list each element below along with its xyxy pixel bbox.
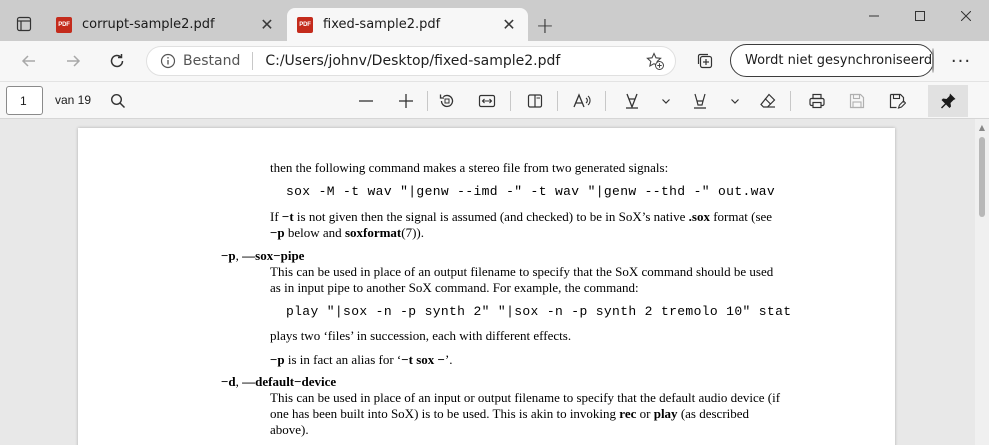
save-button[interactable] (843, 87, 871, 115)
toolbar-divider (427, 91, 428, 111)
refresh-icon (108, 52, 126, 70)
code-example: play "|sox -n -p synth 2" "|sox -n -p synth 2 tremolo 10" stat (286, 304, 792, 319)
printer-icon (808, 92, 826, 110)
rotate-button[interactable] (433, 87, 461, 115)
page-number-input[interactable]: 1 (6, 86, 43, 115)
vertical-scrollbar[interactable] (975, 119, 989, 445)
draw-button[interactable] (618, 87, 646, 115)
save-as-icon (888, 92, 906, 110)
fit-width-icon (478, 92, 496, 110)
arrow-left-icon (20, 52, 38, 70)
info-icon[interactable] (159, 52, 177, 70)
avatar (932, 48, 934, 73)
scroll-up-arrow-icon[interactable]: ▲ (978, 122, 986, 132)
forward-button[interactable] (58, 47, 88, 75)
address-divider (252, 52, 253, 70)
page-count-label: van 19 (55, 93, 92, 107)
add-favorite-icon[interactable] (643, 49, 667, 73)
page-view-button[interactable] (521, 87, 549, 115)
tab-corrupt-sample2[interactable] (46, 8, 286, 41)
option-heading-sox-pipe: −p, —sox−pipe (221, 248, 305, 263)
doc-line: one has been built into SoX) is to be used. This is akin to invoking rec or play (as described (270, 406, 750, 421)
tab-fixed-sample2[interactable] (287, 8, 528, 41)
zoom-out-button[interactable] (352, 87, 380, 115)
doc-line: as in input pipe to another SoX command. For example, the command: (270, 280, 639, 295)
navigation-bar (0, 41, 989, 81)
tab-actions-button[interactable] (10, 10, 38, 38)
highlight-options-dropdown[interactable] (721, 87, 749, 115)
collections-icon (696, 52, 714, 70)
minimize-button[interactable] (851, 0, 897, 32)
page-view-icon (526, 92, 544, 110)
url-text[interactable]: C:/Users/johnv/Desktop/fixed-sample2.pdf (265, 53, 561, 69)
sync-status-label: Wordt niet gesynchroniseerd (745, 53, 933, 68)
pdf-file-icon: PDF (297, 17, 313, 33)
find-button[interactable] (104, 87, 132, 115)
pin-toolbar-button[interactable] (928, 85, 968, 117)
close-icon (961, 11, 971, 21)
doc-line: then the following command makes a stereo file from two generated signals: (270, 160, 669, 175)
fit-to-page-button[interactable] (473, 87, 501, 115)
doc-line: This can be used in place of an input or output filename to specify that the default audio device (if (270, 390, 781, 405)
pin-icon (939, 92, 957, 110)
new-tab-button[interactable]: + (535, 13, 555, 39)
tab-actions-icon (16, 16, 32, 32)
minus-icon (358, 93, 374, 109)
close-window-button[interactable] (943, 0, 989, 32)
read-aloud-icon (572, 92, 592, 110)
toolbar-divider (790, 91, 791, 111)
plus-icon (398, 93, 414, 109)
doc-line: −p is in fact an alias for ‘−t sox −’. (270, 352, 453, 367)
chevron-down-icon (730, 96, 740, 106)
pen-icon (623, 92, 641, 110)
zoom-in-button[interactable] (392, 87, 420, 115)
doc-line: This can be used in place of an output filename to specify that the SoX command should be used (270, 264, 774, 279)
tab-title: corrupt-sample2.pdf (82, 17, 215, 32)
pdf-viewer[interactable] (0, 119, 989, 445)
refresh-button[interactable] (102, 47, 132, 75)
close-tab-icon[interactable]: ✕ (260, 15, 274, 34)
site-info-label[interactable]: Bestand (183, 53, 241, 69)
settings-more-button[interactable] (946, 47, 976, 75)
close-tab-icon[interactable]: ✕ (502, 15, 516, 34)
tab-title: fixed-sample2.pdf (323, 17, 441, 32)
scrollbar-thumb[interactable] (979, 137, 985, 217)
collections-button[interactable] (690, 47, 720, 75)
highlight-button[interactable] (686, 87, 714, 115)
pdf-toolbar (0, 81, 989, 119)
more-dots-icon: ··· (950, 50, 972, 72)
doc-line: above). (270, 422, 309, 437)
erase-button[interactable] (754, 87, 782, 115)
rotate-icon (438, 92, 456, 110)
arrow-right-icon (64, 52, 82, 70)
read-aloud-button[interactable] (568, 87, 596, 115)
pdf-file-icon: PDF (56, 17, 72, 33)
maximize-icon (915, 11, 925, 21)
highlighter-icon (691, 92, 709, 110)
toolbar-divider (605, 91, 606, 111)
save-as-button[interactable] (883, 87, 911, 115)
toolbar-divider (510, 91, 511, 111)
minimize-icon (869, 11, 879, 21)
save-icon (848, 92, 866, 110)
pdf-page (78, 128, 895, 445)
print-button[interactable] (803, 87, 831, 115)
doc-line: −p below and soxformat(7)). (270, 225, 425, 240)
draw-options-dropdown[interactable] (652, 87, 680, 115)
back-button[interactable] (14, 47, 44, 75)
code-example: sox -M -t wav "|genw --imd -" -t wav "|genw --thd -" out.wav (286, 184, 776, 199)
eraser-icon (759, 92, 777, 110)
tab-strip (0, 0, 989, 41)
toolbar-divider (557, 91, 558, 111)
chevron-down-icon (661, 96, 671, 106)
maximize-button[interactable] (897, 0, 943, 32)
option-heading-default-device: −d, —default−device (221, 374, 337, 389)
doc-line: plays two ‘files’ in succession, each with different effects. (270, 328, 572, 343)
search-icon (110, 93, 126, 109)
profile-sync-button[interactable] (730, 44, 934, 77)
address-bar[interactable] (146, 46, 676, 76)
doc-line: If −t is not given then the signal is assumed (and checked) to be in SoX’s native .sox format (see (270, 209, 773, 224)
